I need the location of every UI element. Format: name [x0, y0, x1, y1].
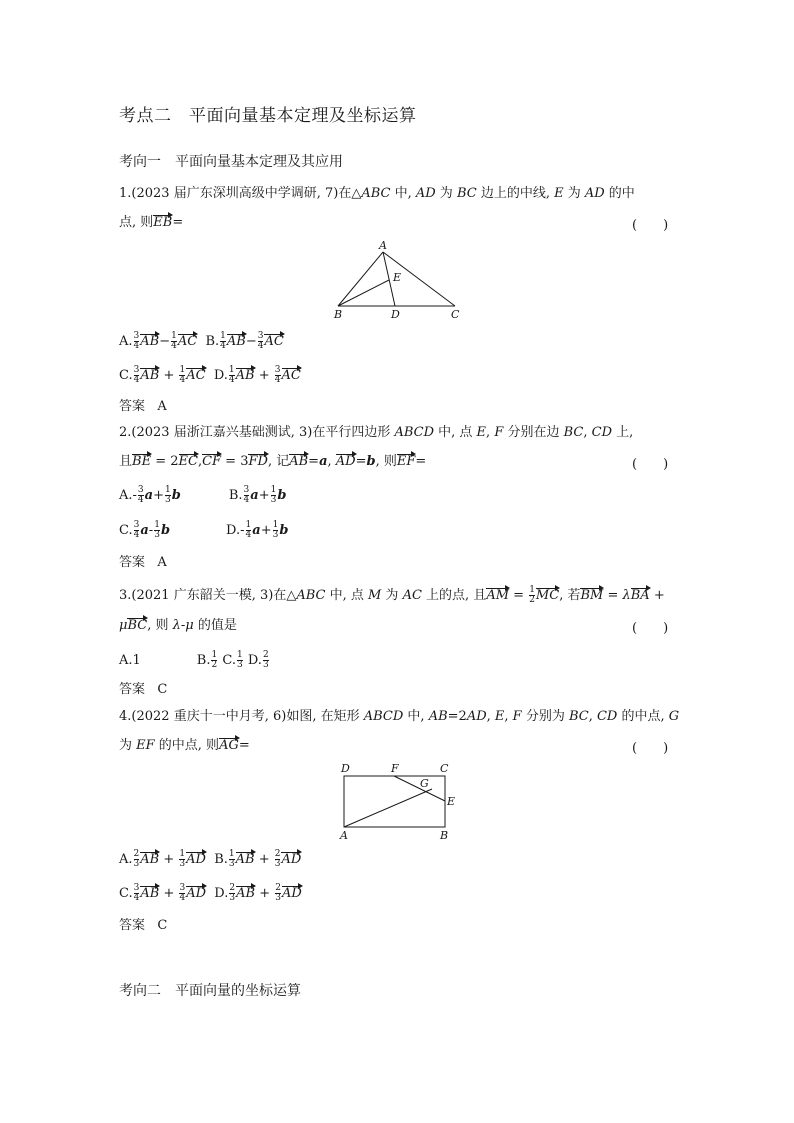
q2-line2: 且BE = 2EC,CF = 3FD, 记AB=a, AD=b, 则EF=: [119, 454, 427, 469]
q1-options-ab: A. $\frac{3}{4}$ AB− $\frac{1}{4}$ AC B. $\frac{1}{4}$ AB− $\frac{3}{4}$ AC: [119, 331, 284, 351]
q1-label-D: D: [391, 308, 400, 321]
q1-label-B: B: [334, 308, 343, 321]
q3-answer: 答案 C: [119, 682, 168, 697]
q2-line1: 2.(2023 届浙江嘉兴基础测试, 3)在平行四边形 ABCD 中, 点 E, F 分别在边 BC, CD 上,: [119, 425, 634, 440]
q1-line1: 1.(2023 届广东深圳高级中学调研, 7)在△ABC 中, AD 为 BC 边上的中线, E 为 AD 的中: [119, 186, 635, 201]
direction-2-heading: 考向二 平面向量的坐标运算: [119, 983, 301, 999]
q4-line2: 为 EF 的中点, 则AG=: [119, 738, 250, 753]
q4-label-D: D: [341, 762, 350, 775]
q1-label-C: C: [451, 308, 460, 321]
q4-label-F: F: [391, 762, 399, 775]
q2-answer-bracket: ( ): [632, 457, 669, 472]
q1-line2: 点, 则EB=: [119, 215, 184, 230]
q4-line1: 4.(2022 重庆十一中月考, 6)如图, 在矩形 ABCD 中, AB=2AD, E, F 分别为 BC, CD 的中点, G: [119, 709, 680, 724]
q4-answer: 答案 C: [119, 918, 168, 933]
q4-answer-bracket: ( ): [632, 741, 669, 756]
q4-options-cd: C. $\frac{3}{4}$ AB + $\frac{3}{4}$ AD D. $\frac{2}{3}$ AB + $\frac{2}{3}$ AD: [119, 883, 302, 903]
q1-answer: 答案 A: [119, 399, 167, 414]
q3-line2: μBC, 则 λ-μ 的值是: [119, 618, 237, 633]
q1-label-A: A: [379, 239, 387, 252]
q1-answer-bracket: ( ): [632, 218, 669, 233]
q2-options-cd: C. $\frac{3}{4}$ a- $\frac{1}{3}$ b D.- $\frac{1}{4}$ a+ $\frac{1}{3}$ b: [119, 520, 289, 540]
direction-1-heading: 考向一 平面向量基本定理及其应用: [119, 154, 343, 170]
q1-triangle-figure: [330, 238, 465, 322]
q4-label-E: E: [447, 795, 456, 808]
q4-label-C: C: [440, 762, 449, 775]
q1-options-cd: C. $\frac{3}{4}$ AB + $\frac{1}{4}$ AC D. $\frac{1}{4}$ AB + $\frac{3}{4}$ AC: [119, 365, 301, 385]
q3-answer-bracket: ( ): [632, 621, 669, 636]
q2-options-ab: A.- $\frac{3}{4}$ a+ $\frac{1}{3}$ b B. $\frac{3}{4}$ a+ $\frac{1}{3}$ b: [119, 485, 287, 505]
q4-options-ab: A. $\frac{2}{3}$ AB + $\frac{1}{3}$ AD B. $\frac{1}{3}$ AB + $\frac{2}{3}$ AD: [119, 849, 302, 869]
q4-label-A: A: [340, 829, 348, 842]
q3-options: A.1 B. $\frac{1}{2}$ C. $\frac{1}{3}$ D. $\frac{2}{3}$: [119, 650, 269, 670]
q2-answer: 答案 A: [119, 555, 167, 570]
section-title: 考点二 平面向量基本定理及坐标运算: [119, 106, 417, 126]
q4-label-B: B: [440, 829, 449, 842]
q4-label-G: G: [420, 777, 429, 790]
q3-line1: 3.(2021 广东韶关一模, 3)在△ABC 中, 点 M 为 AC 上的点, 且AM = $\frac{1}{2}$ MC, 若BM = λBA +: [119, 585, 665, 605]
q4-rectangle-figure: [335, 762, 465, 844]
q1-label-E: E: [393, 271, 402, 284]
